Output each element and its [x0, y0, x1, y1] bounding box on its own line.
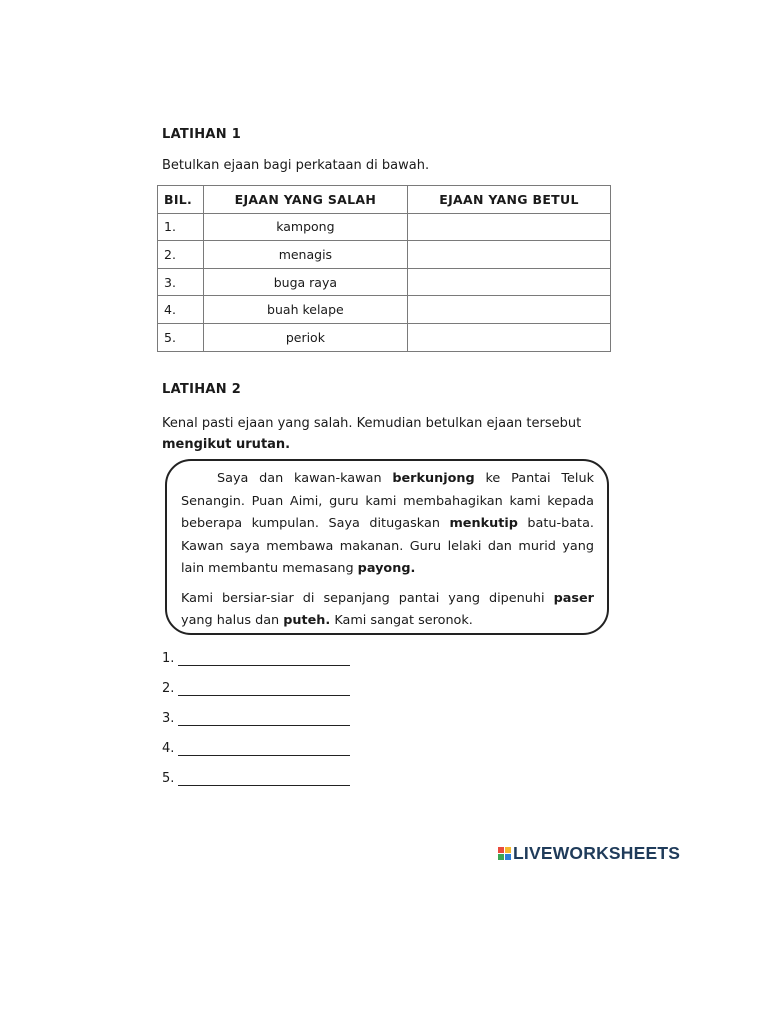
passage-segment: Kami sangat seronok.: [330, 613, 473, 628]
row-number: 1.: [158, 213, 204, 241]
latihan-2-heading: LATIHAN 2: [162, 382, 242, 397]
liveworksheets-logo: [498, 843, 680, 863]
column-header-salah: EJAAN YANG SALAH: [203, 186, 407, 214]
answer-line[interactable]: [162, 681, 174, 699]
answer-number: 5.: [162, 771, 175, 786]
table-row: [158, 296, 611, 324]
passage-segment: batu-bata. Kawan saya membawa makanan. Guru lelaki dan murid yang lain membantu memasang: [181, 516, 594, 576]
wrong-spelling-cell: buga raya: [203, 268, 407, 296]
row-number: 3.: [158, 268, 204, 296]
answer-number: 4.: [162, 741, 175, 756]
passage-segment: Saya dan kawan-kawan: [217, 471, 393, 486]
row-number: 2.: [158, 241, 204, 269]
answer-line[interactable]: [162, 741, 174, 759]
correct-spelling-answer-cell[interactable]: [407, 296, 610, 324]
table-row: [158, 268, 611, 296]
wrong-spelling-cell: menagis: [203, 241, 407, 269]
spelling-table: [157, 185, 611, 352]
instruction-text: Kenal pasti ejaan yang salah. Kemudian betulkan ejaan tersebut: [162, 416, 582, 431]
liveworksheets-logo-icon: [498, 847, 511, 860]
row-number: 4.: [158, 296, 204, 324]
table-row: [158, 213, 611, 241]
answer-number: 1.: [162, 651, 175, 666]
logo-text: LIVEWORKSHEETS: [513, 842, 681, 863]
passage-segment: ke Pantai Teluk Senangin. Puan Aimi, guru kami membahagikan kami kepada beberapa kumpulan. Saya ditugaskan: [181, 471, 594, 531]
instruction-emphasis: mengikut urutan.: [162, 437, 291, 452]
correct-spelling-answer-cell[interactable]: [407, 268, 610, 296]
passage-segment: Kami bersiar-siar di sepanjang pantai yang dipenuhi: [181, 590, 554, 606]
answer-line[interactable]: [162, 651, 174, 669]
answer-blank[interactable]: [178, 695, 350, 696]
misspelled-word: puteh.: [283, 613, 331, 628]
answer-line[interactable]: [162, 711, 174, 729]
passage-segment: yang halus dan: [181, 613, 284, 628]
misspelled-word: paser: [553, 590, 594, 606]
answer-blank[interactable]: [178, 725, 350, 726]
passage-paragraph-2: [181, 588, 594, 633]
answer-number: 3.: [162, 711, 175, 726]
table-row: [158, 241, 611, 269]
column-header-betul: EJAAN YANG BETUL: [407, 186, 610, 214]
misspelled-word: payong.: [357, 561, 416, 576]
table-header-row: [158, 186, 611, 214]
answer-blank[interactable]: [178, 755, 350, 756]
wrong-spelling-cell: periok: [203, 323, 407, 351]
answer-blank[interactable]: [178, 665, 350, 666]
misspelled-word: berkunjong: [392, 471, 475, 486]
answer-blank[interactable]: [178, 785, 350, 786]
row-number: 5.: [158, 323, 204, 351]
column-header-bil: BIL.: [158, 186, 204, 214]
correct-spelling-answer-cell[interactable]: [407, 323, 610, 351]
answer-line[interactable]: [162, 771, 174, 789]
latihan-1-instruction: Betulkan ejaan bagi perkataan di bawah.: [162, 158, 430, 173]
passage-paragraph-1: [181, 468, 594, 581]
wrong-spelling-cell: buah kelape: [203, 296, 407, 324]
wrong-spelling-cell: kampong: [203, 213, 407, 241]
table-row: [158, 323, 611, 351]
answer-number: 2.: [162, 681, 175, 696]
misspelled-word: menkutip: [449, 516, 518, 531]
correct-spelling-answer-cell[interactable]: [407, 213, 610, 241]
latihan-2-instruction: [162, 413, 602, 455]
latihan-1-heading: LATIHAN 1: [162, 127, 242, 142]
correct-spelling-answer-cell[interactable]: [407, 241, 610, 269]
passage-text: [181, 468, 594, 633]
